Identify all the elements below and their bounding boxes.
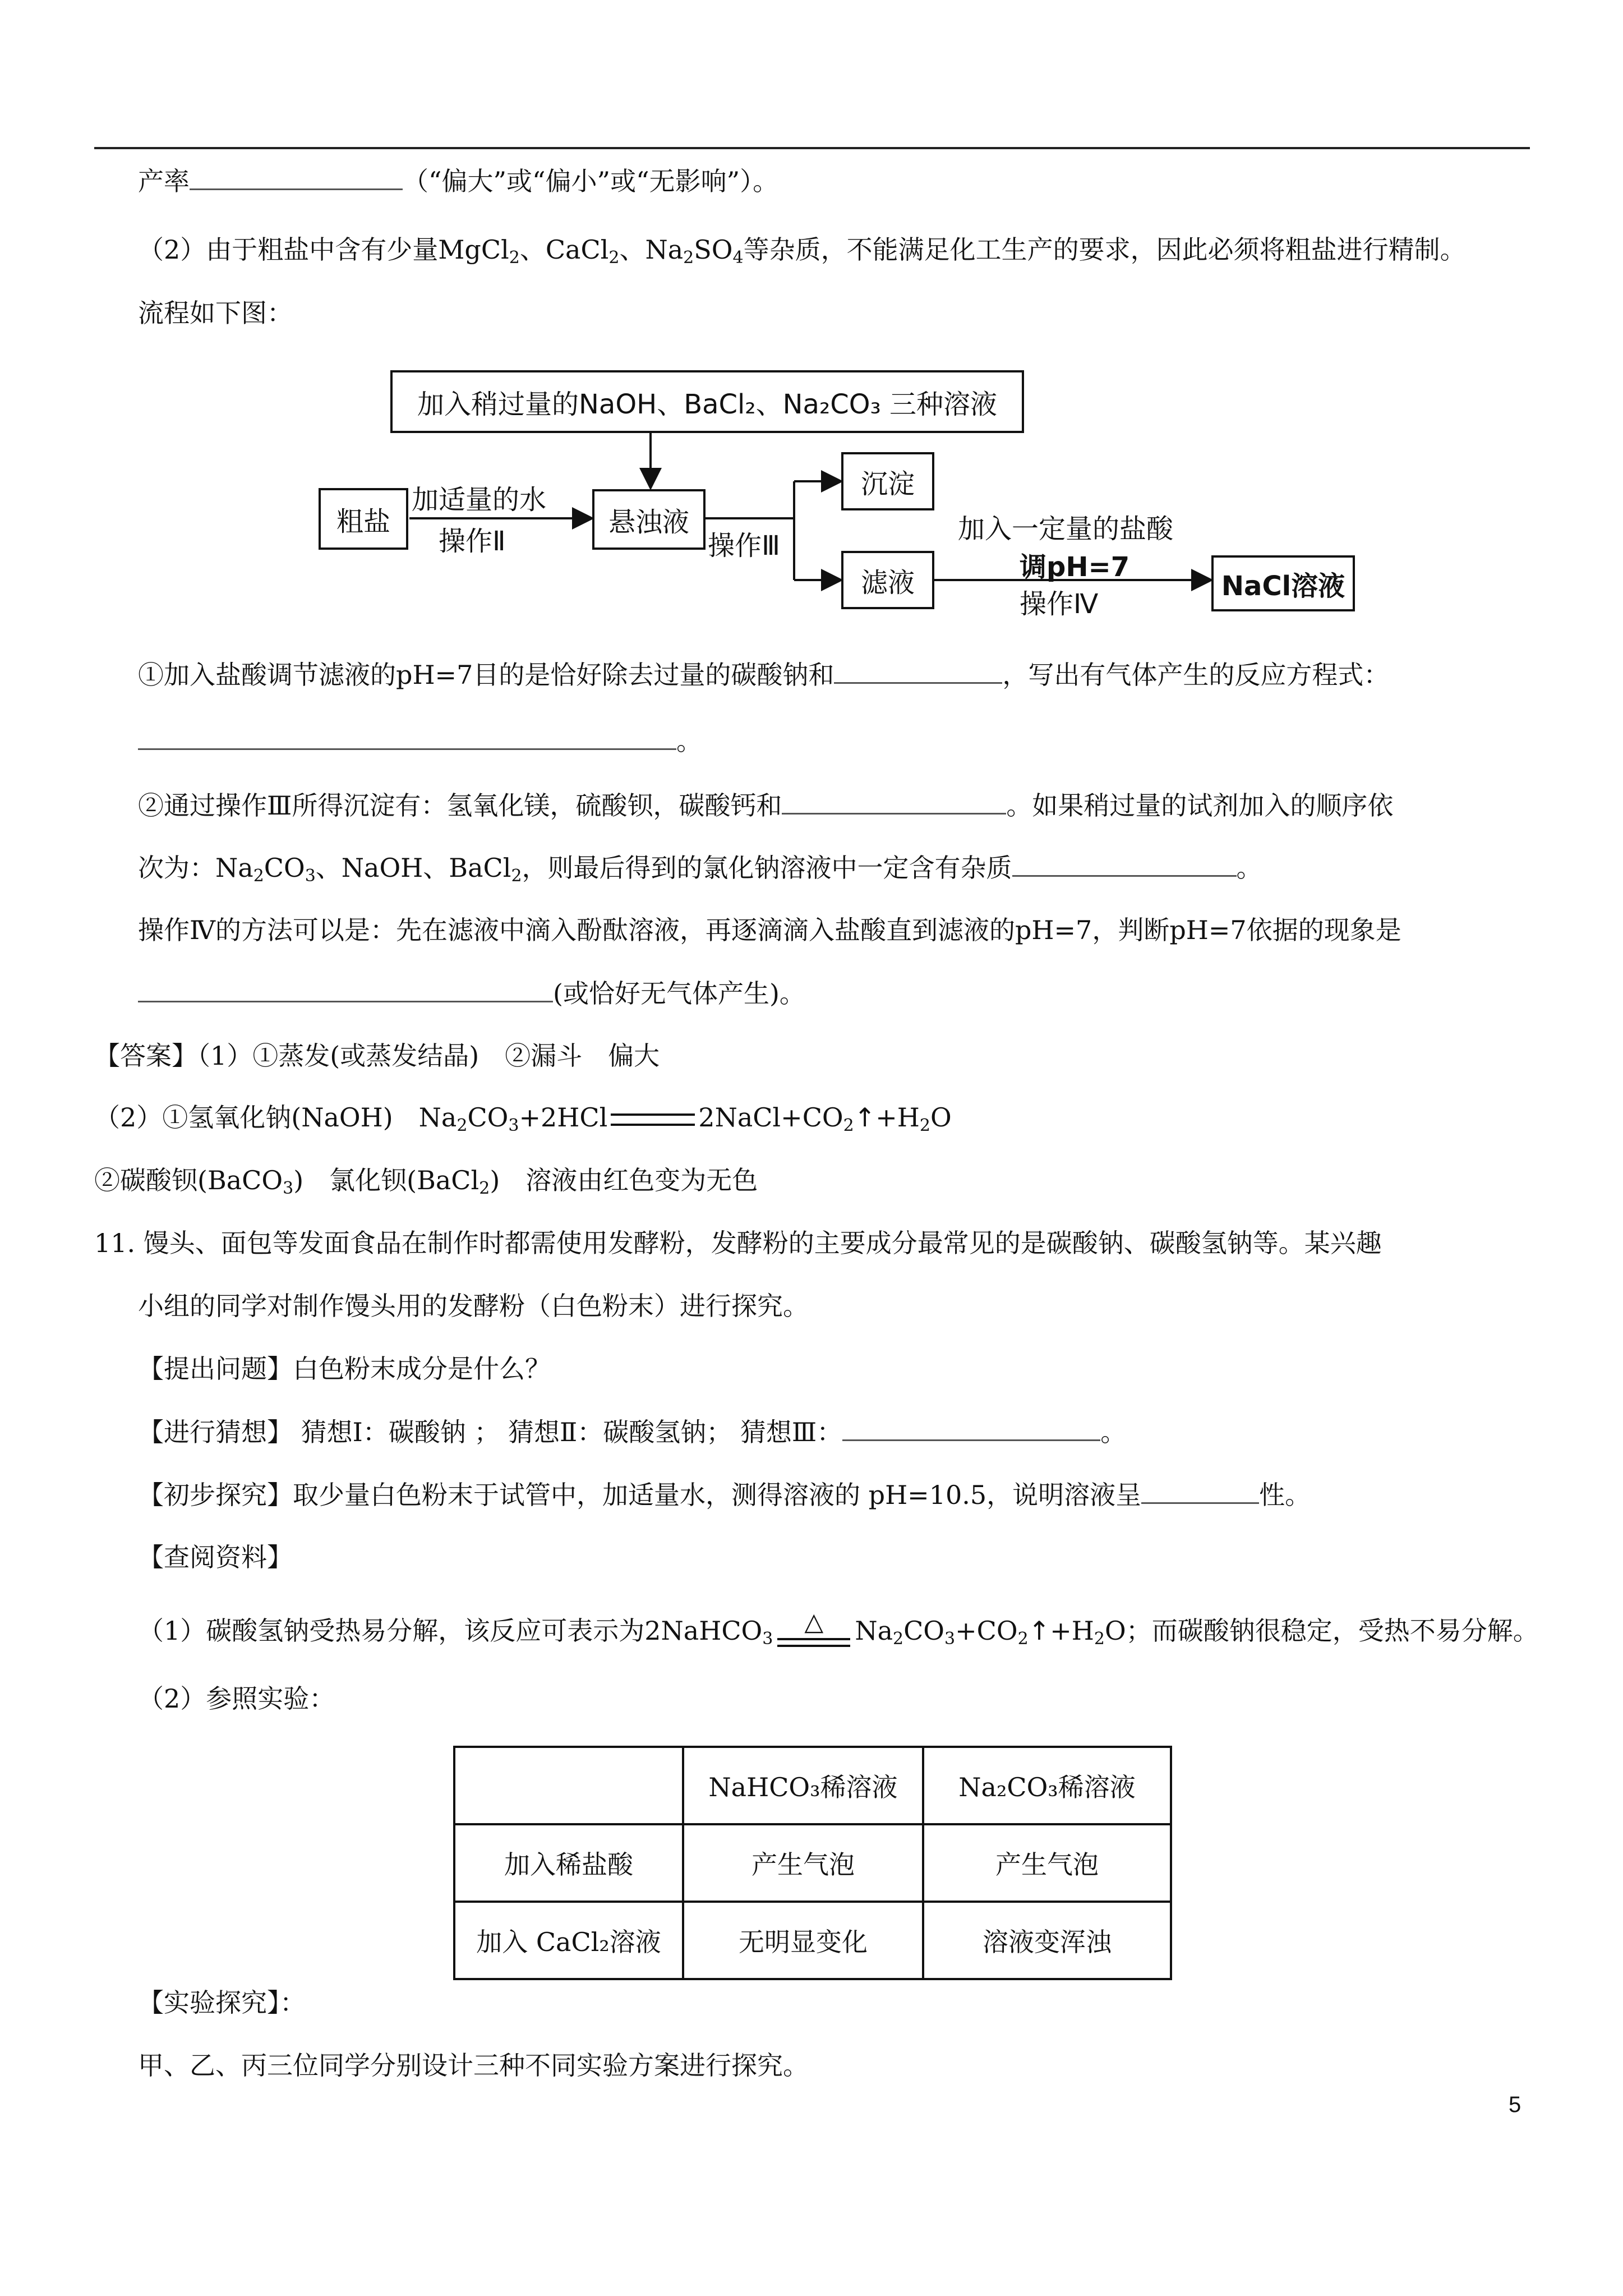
equals-sign <box>611 1114 695 1126</box>
page-number: 5 <box>1509 2092 1521 2117</box>
table-row <box>454 1902 1171 1979</box>
text-line: 【提出问题】白色粉末成分是什么？ <box>138 1354 551 1384</box>
heat-sign: △ <box>777 1613 850 1653</box>
step2-op: 操作Ⅱ <box>439 526 506 557</box>
text-line: ①加入盐酸调节滤液的pH=7目的是恰好除去过量的碳酸钠和 ，写出有气体产生的反应方程式： <box>138 657 1389 692</box>
table-cell: 产生气泡 <box>683 1824 923 1902</box>
text-line: 小组的同学对制作馒头用的发酵粉（白色粉末）进行探究。 <box>138 1291 809 1321</box>
precipitate-box: 沉淀 <box>841 452 934 510</box>
step4-ph: 调pH=7 <box>1020 551 1130 583</box>
table-row <box>454 1747 1171 1824</box>
table-cell: 无明显变化 <box>683 1902 923 1979</box>
text-line: 【查阅资料】 <box>138 1542 293 1572</box>
text-line: （2）由于粗盐中含有少量MgCl$_2$、CaCl$_2$、$Na_2SO_4$等杂质，不能满足化工生产的要求，因此必须将粗盐进行精制。 <box>138 234 1466 268</box>
question-11: 11. 馒头、面包等发面食品在制作时都需使用发酵粉，发酵粉的主要成分最常见的是碳酸钠、碳酸氢钠等。某兴趣 <box>94 1228 1382 1258</box>
step2-label: 加适量的水 <box>412 484 547 516</box>
answer-blank <box>842 1415 1100 1441</box>
reference-table <box>453 1746 1172 1980</box>
answer-blank <box>834 657 1002 684</box>
reagents-box: 加入稍过量的NaOH、BaCl₂、Na₂CO₃ 三种溶液 <box>390 370 1024 433</box>
flow-arrows <box>0 0 1623 673</box>
answer-line: ②碳酸钡(BaCO$_3$) 氯化钡(BaCl$_2$) 溶液由红色变为无色 <box>94 1165 758 1198</box>
answer-line: 【答案】（1）①蒸发(或蒸发结晶) ②漏斗 偏大 <box>94 1041 660 1071</box>
text-line: 【进行猜想】 猜想Ⅰ：碳酸钠 ； 猜想Ⅱ：碳酸氢钠； 猜想Ⅲ： 。 <box>138 1415 1126 1449</box>
suspension-box: 悬浊液 <box>592 489 706 550</box>
table-cell: 产生气泡 <box>923 1824 1171 1902</box>
table-cell: NaHCO₃稀溶液 <box>683 1747 923 1824</box>
text-line: （1）碳酸氢钠受热易分解，该反应可表示为2NaHCO$_3$ △ $Na_2CO_3+CO_2↑+H_2O$；而碳酸钠很稳定，受热不易分解。 <box>138 1613 1539 1653</box>
table-cell: 加入稀盐酸 <box>454 1824 683 1902</box>
table-row <box>454 1824 1171 1902</box>
answer-blank <box>138 724 676 750</box>
text-line: 甲、乙、丙三位同学分别设计三种不同实验方案进行探究。 <box>138 2050 809 2081</box>
table-cell <box>454 1747 683 1824</box>
answer-line: （2）①氢氧化钠(NaOH) $Na_2CO_3+2HCl$ $2NaCl+CO_2↑+H_2O$ <box>94 1102 952 1135</box>
text-line: 【初步探究】取少量白色粉末于试管中，加适量水，测得溶液的 pH=10.5，说明溶液呈 性。 <box>138 1478 1311 1512</box>
answer-blank <box>782 788 1006 815</box>
header-rule <box>94 147 1530 149</box>
answer-blank <box>190 164 403 190</box>
answer-blank <box>138 976 553 1002</box>
text-line: 。 <box>138 724 702 758</box>
text-line: （2）参照实验： <box>138 1683 335 1714</box>
text-line: (或恰好无气体产生)。 <box>138 976 805 1010</box>
step4-label: 加入一定量的盐酸 <box>958 513 1174 545</box>
step3-op: 操作Ⅲ <box>708 530 781 562</box>
text-line: 次为：$Na_2CO_3$、NaOH、BaCl$_2$，则最后得到的氯化钠溶液中一定含有杂质 。 <box>138 850 1262 885</box>
answer-blank <box>1012 850 1237 877</box>
answer-blank <box>1141 1478 1259 1504</box>
nacl-box: NaCl溶液 <box>1211 555 1355 611</box>
table-cell: 溶液变浑浊 <box>923 1902 1171 1979</box>
text-line: 【实验探究】： <box>138 1987 306 2018</box>
crude-salt-box: 粗盐 <box>319 488 408 550</box>
text-line: 流程如下图： <box>138 298 293 328</box>
table-cell: Na₂CO₃稀溶液 <box>923 1747 1171 1824</box>
filtrate-box: 滤液 <box>841 551 934 609</box>
text-line: 产率 （“偏大”或“偏小”或“无影响”）。 <box>138 164 778 198</box>
table-cell: 加入 CaCl₂溶液 <box>454 1902 683 1979</box>
text-line: 操作Ⅳ的方法可以是：先在滤液中滴入酚酞溶液，再逐滴滴入盐酸直到滤液的pH=7，判断pH=7依据的现象是 <box>138 915 1401 945</box>
text-line: ②通过操作Ⅲ所得沉淀有：氢氧化镁，硫酸钡，碳酸钙和 。如果稍过量的试剂加入的顺序依 <box>138 788 1393 822</box>
step4-op: 操作Ⅳ <box>1020 588 1099 620</box>
